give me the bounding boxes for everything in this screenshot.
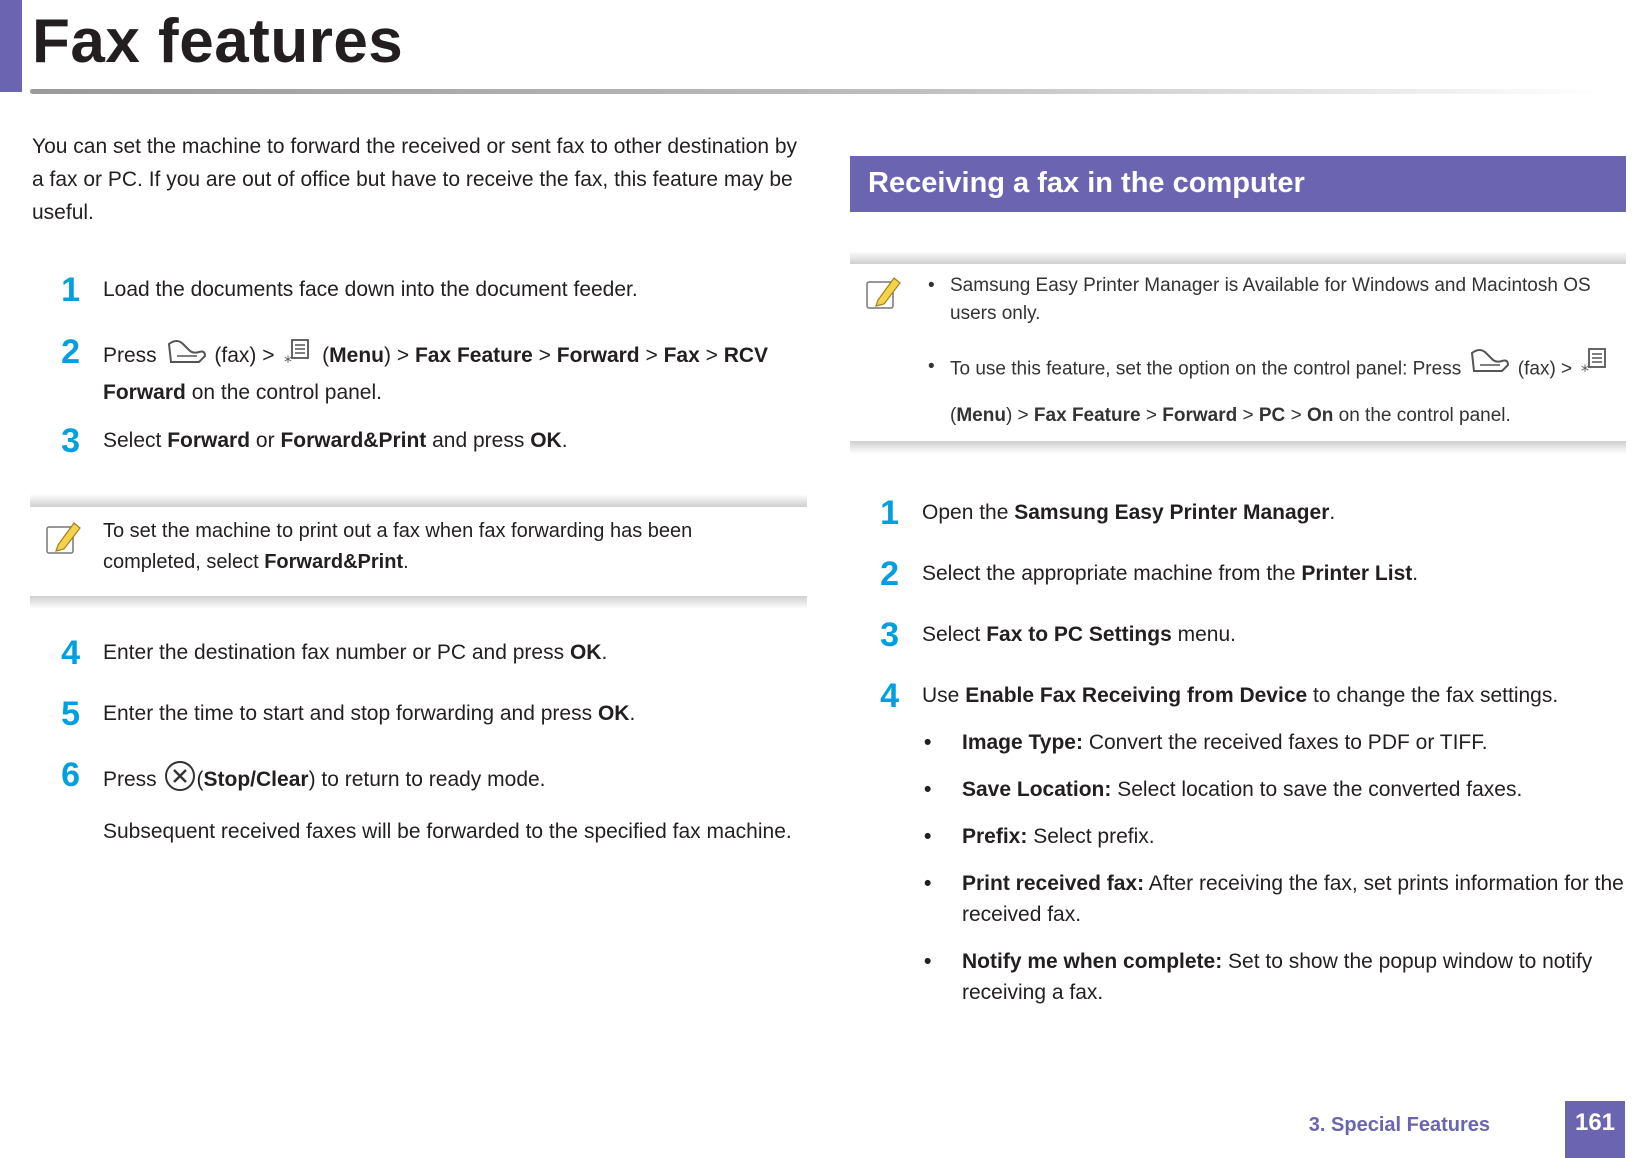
right-step-2 — [880, 555, 1622, 593]
note-top-rule — [850, 251, 1626, 264]
ok-label: OK — [569, 641, 602, 664]
step-6 — [61, 756, 803, 847]
note-top-rule — [30, 494, 807, 507]
punct: . — [601, 641, 608, 664]
page-title: Fax features — [32, 7, 404, 76]
note-body: To use this feature, set the option on the control panel: Press — [950, 358, 1462, 380]
setting-text: Convert the received faxes to PDF or TIFF. — [1088, 731, 1488, 754]
fax-icon — [163, 336, 209, 377]
separator: > — [705, 344, 718, 368]
punct: . — [403, 551, 409, 573]
step-number: 6 — [61, 756, 80, 794]
setting-text: Select prefix. — [1033, 825, 1155, 848]
setting-text: Set to show the popup window to notify receiving a fax. — [962, 950, 1593, 1004]
step-5 — [61, 695, 803, 733]
step-number: 2 — [61, 333, 80, 371]
forward-label: Forward — [167, 429, 251, 452]
step-followup: Subsequent received faxes will be forwarded to the specified fax machine. — [103, 820, 792, 843]
stop-clear-icon — [163, 759, 197, 802]
page-number: 161 — [1574, 1109, 1616, 1136]
step-text: Load the documents face down into the document feeder. — [103, 278, 638, 301]
step-number: 3 — [880, 616, 899, 654]
step-text: Select the appropriate machine from the — [922, 562, 1296, 585]
setting-image-type — [924, 727, 1622, 758]
note-bottom-rule — [850, 441, 1626, 454]
step-4 — [61, 634, 803, 672]
step-text: Select — [103, 429, 162, 452]
setting-text: After receiving the fax, set prints information for the received fax. — [962, 872, 1624, 926]
step-text: ( — [322, 344, 330, 368]
printer-list-label: Printer List — [1301, 562, 1413, 585]
page-number-box — [1565, 1101, 1625, 1158]
fax-feature-label: Fax Feature — [414, 344, 533, 368]
setting-save-location — [924, 774, 1622, 805]
step-number: 4 — [61, 634, 80, 672]
step-text: menu. — [1177, 623, 1236, 646]
step-text: Press — [103, 768, 157, 792]
fax-to-pc-settings-label: Fax to PC Settings — [986, 623, 1172, 646]
step-1 — [61, 271, 803, 309]
setting-label: Save Location: — [962, 778, 1112, 801]
note-body: (fax) — [1517, 358, 1556, 380]
step-text: to change the fax settings. — [1313, 684, 1559, 707]
ok-label: OK — [530, 429, 562, 452]
forward-label: Forward — [1162, 405, 1238, 426]
section-heading — [850, 156, 1626, 212]
stop-clear-label: Stop/Clear — [203, 768, 309, 792]
note-text — [103, 516, 793, 578]
menu-label: Menu — [956, 405, 1006, 426]
punct: ( — [950, 405, 957, 426]
step-3 — [61, 422, 803, 460]
samsung-easy-printer-manager-label: Samsung Easy Printer Manager — [1014, 501, 1330, 524]
note-bottom-rule — [30, 596, 807, 609]
step-text: or — [255, 429, 275, 452]
setting-prefix — [924, 821, 1622, 852]
step-text: Enter the destination fax number or PC and press — [103, 641, 565, 664]
bullet: • — [928, 275, 935, 296]
step-text: Open the — [922, 501, 1009, 524]
bullet: • — [924, 950, 932, 973]
menu-icon — [1577, 345, 1613, 394]
note-body: on the control panel. — [1338, 405, 1511, 426]
punct: . — [629, 702, 636, 725]
separator: > — [1290, 405, 1302, 426]
bullet: • — [928, 356, 935, 377]
step-number: 5 — [61, 695, 80, 733]
setting-print-received-fax — [924, 868, 1627, 930]
step-text: on the control panel. — [191, 381, 382, 404]
note-body: To set the machine to print out a fax when fax forwarding has been completed, select — [103, 520, 693, 573]
punct: ( — [196, 768, 204, 792]
right-step-4 — [880, 677, 1622, 715]
step-text: ) to return to ready mode. — [308, 768, 546, 792]
punct: ) > — [1005, 405, 1029, 426]
step-number: 4 — [880, 677, 899, 715]
setting-label: Print received fax: — [962, 872, 1145, 895]
separator: > — [1561, 358, 1573, 380]
punct: . — [1412, 562, 1419, 585]
step-text: Enter the time to start and stop forwarding and press — [103, 702, 593, 725]
separator: > — [538, 344, 551, 368]
step-2 — [61, 333, 803, 408]
intro-paragraph: You can set the machine to forward the received or sent fax to other destination by a fax or PC. If you are out of office but have to receive the fax, this feature may be useful. — [32, 135, 798, 224]
separator: > — [1242, 405, 1254, 426]
right-step-1 — [880, 494, 1622, 532]
svg-text:*: * — [1581, 361, 1590, 377]
step-text: Use — [922, 684, 960, 707]
svg-text:*: * — [284, 352, 293, 368]
pc-label: PC — [1258, 405, 1286, 426]
bullet: • — [924, 825, 932, 848]
bullet: • — [924, 872, 932, 895]
note-bullet-2 — [928, 345, 1630, 438]
right-step-3 — [880, 616, 1622, 654]
setting-label: Image Type: — [962, 731, 1083, 754]
setting-text: Select location to save the converted faxes. — [1117, 778, 1523, 801]
bullet: • — [924, 778, 932, 801]
punct: . — [1329, 501, 1336, 524]
title-divider — [30, 89, 1600, 94]
setting-notify-me — [924, 946, 1602, 1008]
step-text: Select — [922, 623, 981, 646]
menu-icon — [280, 336, 316, 377]
step-number: 1 — [880, 494, 899, 532]
note-bullet-1 — [928, 272, 1625, 328]
fax-feature-label: Fax Feature — [1033, 405, 1141, 426]
ok-label: OK — [597, 702, 630, 725]
step-number: 1 — [61, 271, 80, 309]
title-accent-bar — [0, 0, 22, 92]
forward-label: Forward — [556, 344, 640, 368]
step-text: ) > — [384, 344, 410, 368]
section-title: Receiving a fax in the computer — [868, 167, 1305, 199]
separator: > — [645, 344, 658, 368]
on-label: On — [1306, 405, 1334, 426]
note-pencil-icon — [864, 272, 904, 317]
note-pencil-icon — [44, 517, 84, 562]
rcv-forward-label: RCV Forward — [103, 344, 769, 404]
step-text: and press — [432, 429, 525, 452]
note-body: Samsung Easy Printer Manager is Available for Windows and Macintosh OS users only. — [950, 275, 1591, 324]
enable-fax-receiving-label: Enable Fax Receiving from Device — [965, 684, 1308, 707]
chapter-label: 3. Special Features — [1308, 1114, 1490, 1136]
step-number: 3 — [61, 422, 80, 460]
setting-label: Prefix: — [962, 825, 1028, 848]
punct: . — [561, 429, 568, 452]
separator: > — [1145, 405, 1157, 426]
bullet: • — [924, 731, 932, 754]
forward-print-label: Forward&Print — [280, 429, 427, 452]
step-number: 2 — [880, 555, 899, 593]
fax-icon — [1466, 345, 1512, 394]
menu-label: Menu — [329, 344, 384, 368]
step-text: (fax) > — [214, 344, 275, 368]
fax-label: Fax — [663, 344, 700, 368]
setting-label: Notify me when complete: — [962, 950, 1223, 973]
forward-print-label: Forward&Print — [264, 551, 404, 573]
step-text: Press — [103, 344, 157, 368]
